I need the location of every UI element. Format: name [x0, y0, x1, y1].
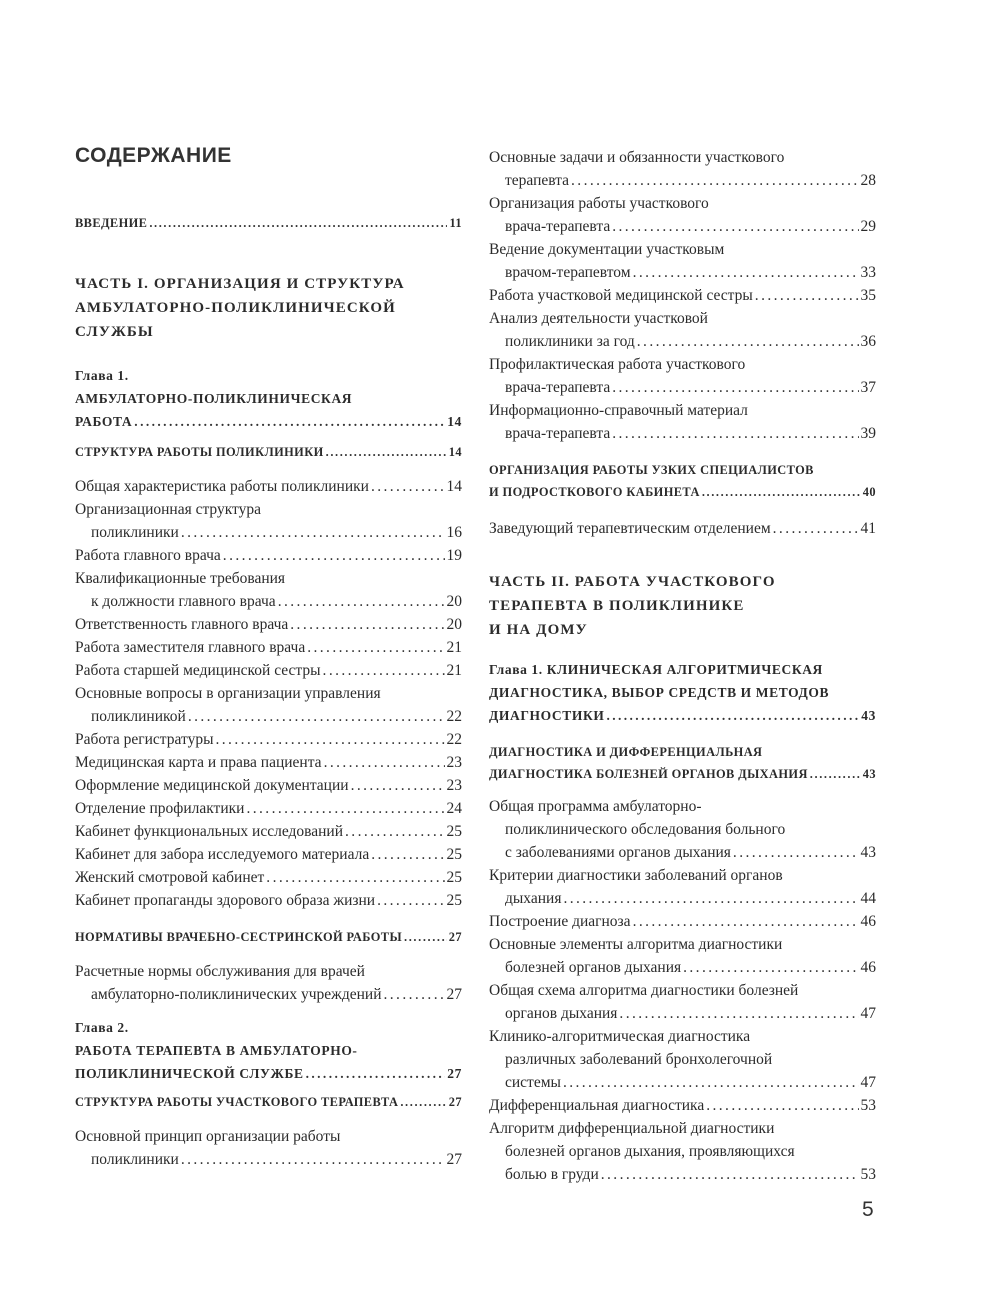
toc-column-right — [489, 146, 876, 1186]
dot-leader — [307, 636, 444, 659]
toc-entry — [75, 797, 462, 820]
toc-entry-title: Работа главного врача — [75, 547, 221, 564]
toc-entry-line — [489, 1163, 876, 1186]
toc-entry-title: органов дыхания — [505, 1005, 618, 1022]
dot-leader — [323, 659, 445, 682]
toc-entry — [75, 498, 462, 544]
toc-entry-line — [489, 763, 876, 785]
toc-entry-line — [75, 613, 462, 636]
toc-entry — [75, 212, 462, 234]
toc-entry — [75, 960, 462, 1006]
toc-entry-page: 46 — [860, 959, 876, 976]
dot-leader — [633, 910, 859, 933]
toc-entry-title: поликлиникой — [91, 708, 186, 725]
toc-entry-title: НОРМАТИВЫ ВРАЧЕБНО-СЕСТРИНСКОЙ РАБОТЫ — [75, 930, 403, 944]
toc-entry-line — [489, 517, 876, 540]
toc-entry-title: Кабинет пропаганды здорового образа жизни — [75, 892, 376, 909]
toc-entry-title: Квалификационные требования — [75, 570, 286, 587]
dot-leader — [563, 1071, 859, 1094]
dot-leader — [404, 926, 447, 948]
toc-entry-page: 20 — [446, 616, 462, 633]
toc-entry — [489, 307, 876, 353]
toc-entry-line — [489, 481, 876, 503]
toc-entry-title: Основные задачи и обязанности участкового — [489, 149, 785, 166]
page-title: СОДЕРЖАНИЕ — [75, 144, 232, 167]
dot-leader — [216, 728, 445, 751]
toc-entry-line — [75, 212, 462, 234]
dot-leader — [377, 889, 444, 912]
toc-entry-page: 44 — [860, 890, 876, 907]
toc-entry-title: дыхания — [505, 890, 562, 907]
toc-entry-title: ПОЛИКЛИНИЧЕСКОЙ СЛУЖБЕ — [75, 1066, 304, 1081]
dot-leader — [384, 983, 445, 1006]
dot-leader — [326, 441, 447, 463]
toc-entry-title: врача-терапевта — [505, 425, 611, 442]
toc-entry — [489, 741, 876, 785]
toc-entry-line — [75, 983, 462, 1006]
toc-entry-line — [489, 887, 876, 910]
dot-leader — [755, 284, 859, 307]
toc-entry-page: 25 — [446, 846, 462, 863]
dot-leader — [278, 590, 445, 613]
toc-entry — [489, 399, 876, 445]
toc-entry-title: Расчетные нормы обслуживания для врачей — [75, 963, 365, 980]
toc-entry-page: 25 — [446, 823, 462, 840]
toc-entry — [489, 1117, 876, 1186]
toc-entry-line — [75, 590, 462, 613]
toc-entry — [489, 192, 876, 238]
toc-entry-title: ВВЕДЕНИЕ — [75, 216, 148, 230]
toc-entry-title: ДИАГНОСТИКА И ДИФФЕРЕНЦИАЛЬНАЯ — [489, 745, 763, 759]
toc-entry — [489, 353, 876, 399]
dot-leader — [571, 169, 858, 192]
toc-entry-page: 35 — [860, 287, 876, 304]
toc-entry — [75, 1125, 462, 1171]
dot-leader — [371, 475, 445, 498]
toc-entry-page: 43 — [862, 767, 876, 781]
toc-entry-line — [75, 636, 462, 659]
toc-entry-title: Заведующий терапевтическим отделением — [489, 520, 771, 537]
dot-leader — [563, 887, 858, 910]
toc-entry-title: Работа заместителя главного врача — [75, 639, 306, 656]
dot-leader — [223, 544, 445, 567]
toc-entry-page: 29 — [860, 218, 876, 235]
toc-entry — [75, 659, 462, 682]
dot-leader — [324, 751, 445, 774]
toc-entry-page: 23 — [446, 754, 462, 771]
toc-entry-title: болезней органов дыхания — [505, 959, 682, 976]
toc-entry — [75, 364, 462, 433]
toc-entry-page: 23 — [446, 777, 462, 794]
toc-entry-title: терапевта — [505, 172, 570, 189]
toc-entry-page: 53 — [860, 1097, 876, 1114]
toc-entry-line — [75, 774, 462, 797]
toc-entry-title: Основные элементы алгоритма диагностики — [489, 936, 783, 953]
toc-entry-line — [489, 215, 876, 238]
dot-leader — [290, 613, 444, 636]
toc-entry-line — [75, 544, 462, 567]
toc-entry-page: 20 — [446, 593, 462, 610]
toc-entry-title: ДИАГНОСТИКА, ВЫБОР СРЕДСТВ И МЕТОДОВ — [489, 685, 830, 700]
toc-entry — [75, 774, 462, 797]
dot-leader — [246, 797, 444, 820]
toc-entry-page: 36 — [860, 333, 876, 350]
dot-leader — [181, 1148, 445, 1171]
toc-entry-line — [489, 1094, 876, 1117]
toc-entry-title: врачом-терапевтом — [505, 264, 631, 281]
toc-entry-page: 21 — [446, 662, 462, 679]
toc-entry — [75, 866, 462, 889]
toc-entry-title: с заболеваниями органов дыхания — [505, 844, 731, 861]
dot-leader — [400, 1091, 446, 1113]
toc-entry-title: Медицинская карта и права пациента — [75, 754, 322, 771]
toc-entry — [489, 284, 876, 307]
toc-entry — [489, 864, 876, 910]
toc-entry-line — [489, 261, 876, 284]
toc-entry-page: 28 — [860, 172, 876, 189]
toc-entry-page: 22 — [446, 708, 462, 725]
toc-entry-title: СТРУКТУРА РАБОТЫ УЧАСТКОВОГО ТЕРАПЕВТА — [75, 1095, 399, 1109]
toc-entry — [75, 820, 462, 843]
toc-entry-title: ОРГАНИЗАЦИЯ РАБОТЫ УЗКИХ СПЕЦИАЛИСТОВ — [489, 463, 814, 477]
toc-entry-page: 46 — [860, 913, 876, 930]
toc-entry-title: Основной принцип организации работы — [75, 1128, 341, 1145]
toc-entry — [75, 636, 462, 659]
toc-entry-line — [489, 169, 876, 192]
toc-entry-line — [75, 751, 462, 774]
toc-entry-page: 16 — [446, 524, 462, 541]
toc-entry — [75, 475, 462, 498]
toc-entry-page: 39 — [860, 425, 876, 442]
toc-entry-line — [75, 866, 462, 889]
toc-entry-page: 41 — [860, 520, 876, 537]
toc-entry-page: 27 — [447, 1066, 462, 1081]
toc-entry-line — [489, 422, 876, 445]
toc-entry — [489, 795, 876, 864]
dot-leader — [612, 376, 858, 399]
toc-entry-title: ДИАГНОСТИКА БОЛЕЗНЕЙ ОРГАНОВ ДЫХАНИЯ — [489, 767, 808, 781]
toc-entry-title: Профилактическая работа участкового — [489, 356, 746, 373]
toc-entry-page: 27 — [448, 1095, 462, 1109]
toc-entry-page: 25 — [446, 869, 462, 886]
toc-entry-line — [489, 284, 876, 307]
toc-entry-title: Критерии диагностики заболеваний органов — [489, 867, 783, 884]
toc-entry-title: СЛУЖБЫ — [75, 324, 154, 340]
toc-entry-title: РАБОТА — [75, 414, 133, 429]
toc-entry-title: Анализ деятельности участковой — [489, 310, 708, 327]
toc-entry-title: Организация работы участкового — [489, 195, 709, 212]
toc-entry — [75, 889, 462, 912]
toc-entry — [489, 146, 876, 192]
toc-entry-title: Ведение документации участковым — [489, 241, 725, 258]
toc-entry-line — [75, 521, 462, 544]
toc-entry — [75, 544, 462, 567]
toc-entry — [75, 567, 462, 613]
toc-entry-page: 43 — [860, 844, 876, 861]
toc-entry-line — [489, 956, 876, 979]
toc-entry-line — [75, 659, 462, 682]
toc-entry-page: 19 — [446, 547, 462, 564]
toc-entry-title: СТРУКТУРА РАБОТЫ ПОЛИКЛИНИКИ — [75, 445, 324, 459]
toc-entry — [75, 1091, 462, 1113]
toc-entry-title: ТЕРАПЕВТА В ПОЛИКЛИНИКЕ — [489, 598, 745, 614]
toc-entry-title: поликлиники — [91, 524, 179, 541]
dot-leader — [637, 330, 859, 353]
toc-entry-title: Клинико-алгоритмическая диагностика — [489, 1028, 751, 1045]
toc-entry-line — [75, 926, 462, 948]
toc-entry-title: Женский смотровой кабинет — [75, 869, 265, 886]
toc-entry-page: 21 — [446, 639, 462, 656]
toc-entry — [75, 1016, 462, 1085]
toc-entry — [489, 933, 876, 979]
dot-leader — [181, 521, 445, 544]
toc-entry — [489, 570, 876, 642]
toc-entry-title: ЧАСТЬ I. ОРГАНИЗАЦИЯ И СТРУКТУРА — [75, 276, 405, 292]
toc-entry-line — [489, 376, 876, 399]
toc-entry-line — [75, 475, 462, 498]
dot-leader — [134, 410, 445, 433]
toc-entry-line — [75, 1062, 462, 1085]
toc-entry-title: болезней органов дыхания, проявляющихся — [505, 1143, 795, 1160]
toc-entry-line — [75, 728, 462, 751]
toc-entry-title: Общая характеристика работы поликлиники — [75, 478, 369, 495]
toc-entry-title: системы — [505, 1074, 561, 1091]
toc-entry-page: 14 — [448, 445, 462, 459]
toc-entry-line — [489, 330, 876, 353]
toc-entry-title: болью в груди — [505, 1166, 599, 1183]
toc-entry-page: 33 — [860, 264, 876, 281]
toc-entry-title: Оформление медицинской документации — [75, 777, 349, 794]
toc-entry-title: ЧАСТЬ II. РАБОТА УЧАСТКОВОГО — [489, 574, 776, 590]
toc-entry-page: 40 — [862, 485, 876, 499]
toc-entry-title: Глава 1. КЛИНИЧЕСКАЯ АЛГОРИТМИЧЕСКАЯ — [489, 662, 823, 677]
toc-entry-title: поликлиники за год — [505, 333, 635, 350]
toc-entry-title: поликлинического обследования больного — [505, 821, 786, 838]
toc-entry — [489, 459, 876, 503]
toc-entry — [489, 979, 876, 1025]
toc-entry-page: 27 — [448, 930, 462, 944]
toc-entry-title: различных заболеваний бронхолегочной — [505, 1051, 773, 1068]
toc-entry-title: РАБОТА ТЕРАПЕВТА В АМБУЛАТОРНО- — [75, 1043, 358, 1058]
toc-entry — [489, 910, 876, 933]
toc-entry-line — [75, 705, 462, 728]
toc-entry — [489, 658, 876, 727]
toc-entry-page: 22 — [446, 731, 462, 748]
toc-entry-title: Глава 1. — [75, 368, 129, 383]
toc-entry-line — [75, 797, 462, 820]
dot-leader — [706, 1094, 858, 1117]
toc-entry-title: Дифференциальная диагностика — [489, 1097, 705, 1114]
toc-entry — [489, 1025, 876, 1094]
toc-entry-title: АМБУЛАТОРНО-ПОЛИКЛИНИЧЕСКАЯ — [75, 391, 353, 406]
toc-entry — [75, 728, 462, 751]
toc-entry-line — [75, 820, 462, 843]
toc-entry-title: Работа регистратуры — [75, 731, 214, 748]
toc-entry-title: Построение диагноза — [489, 913, 631, 930]
dot-leader — [188, 705, 445, 728]
toc-entry — [75, 272, 462, 344]
toc-entry-page: 11 — [449, 216, 462, 230]
toc-entry-line — [75, 1148, 462, 1171]
dot-leader — [733, 841, 859, 864]
dot-leader — [371, 843, 444, 866]
toc-entry-title: врача-терапевта — [505, 218, 611, 235]
toc-entry-line — [489, 910, 876, 933]
dot-leader — [619, 1002, 858, 1025]
toc-entry — [75, 843, 462, 866]
toc-entry-page: 47 — [860, 1074, 876, 1091]
toc-entry-title: Работа участковой медицинской сестры — [489, 287, 753, 304]
dot-leader — [773, 517, 859, 540]
toc-entry — [75, 613, 462, 636]
toc-entry — [489, 1094, 876, 1117]
toc-entry-page: 14 — [447, 414, 462, 429]
toc-entry-line — [489, 704, 876, 727]
toc-entry-title: Кабинет для забора исследуемого материала — [75, 846, 370, 863]
toc-entry-page: 47 — [860, 1005, 876, 1022]
toc-entry-title: Кабинет функциональных исследований — [75, 823, 344, 840]
toc-entry — [75, 682, 462, 728]
toc-entry — [75, 926, 462, 948]
toc-entry-title: И ПОДРОСТКОВОГО КАБИНЕТА — [489, 485, 700, 499]
toc-column-left — [75, 212, 462, 1171]
toc-entry-title: Глава 2. — [75, 1020, 129, 1035]
toc-entry-line — [75, 410, 462, 433]
page-number: 5 — [862, 1198, 874, 1221]
toc-entry — [489, 517, 876, 540]
toc-entry-title: И НА ДОМУ — [489, 622, 588, 638]
toc-entry-page: 27 — [446, 1151, 462, 1168]
toc-entry-line — [489, 1002, 876, 1025]
dot-leader — [266, 866, 444, 889]
toc-entry-line — [75, 889, 462, 912]
dot-leader — [351, 774, 445, 797]
toc-entry-title: АМБУЛАТОРНО-ПОЛИКЛИНИЧЕСКОЙ — [75, 300, 396, 316]
dot-leader — [633, 261, 859, 284]
toc-entry-title: к должности главного врача — [91, 593, 276, 610]
toc-entry — [75, 441, 462, 463]
toc-entry-title: Организационная структура — [75, 501, 261, 518]
toc-entry-title: Работа старшей медицинской сестры — [75, 662, 321, 679]
dot-leader — [702, 481, 861, 503]
dot-leader — [612, 422, 858, 445]
toc-entry-title: Основные вопросы в организации управления — [75, 685, 381, 702]
toc-entry-page: 37 — [860, 379, 876, 396]
toc-entry-page: 53 — [860, 1166, 876, 1183]
toc-entry-page: 24 — [446, 800, 462, 817]
toc-entry-line — [75, 1091, 462, 1113]
toc-entry-line — [489, 1071, 876, 1094]
dot-leader — [306, 1062, 446, 1085]
toc-entry-line — [75, 441, 462, 463]
dot-leader — [810, 763, 861, 785]
dot-leader — [606, 704, 859, 727]
toc-entry-line — [75, 843, 462, 866]
toc-entry-title: поликлиники — [91, 1151, 179, 1168]
toc-entry-title: Общая схема алгоритма диагностики болезней — [489, 982, 799, 999]
dot-leader — [149, 212, 447, 234]
dot-leader — [612, 215, 858, 238]
toc-entry-page: 14 — [446, 478, 462, 495]
toc-entry — [75, 751, 462, 774]
toc-entry-title: Ответственность главного врача — [75, 616, 289, 633]
toc-entry-title: Отделение профилактики — [75, 800, 245, 817]
toc-entry-title: Алгоритм дифференциальной диагностики — [489, 1120, 775, 1137]
toc-entry-title: Общая программа амбулаторно- — [489, 798, 702, 815]
toc-entry-page: 43 — [861, 708, 876, 723]
toc-entry — [489, 238, 876, 284]
toc-entry-title: ДИАГНОСТИКИ — [489, 708, 605, 723]
toc-entry-title: амбулаторно-поликлинических учреждений — [91, 986, 382, 1003]
toc-entry-title: Информационно-справочный материал — [489, 402, 748, 419]
dot-leader — [601, 1163, 859, 1186]
dot-leader — [345, 820, 444, 843]
toc-entry-page: 27 — [446, 986, 462, 1003]
toc-entry-line — [489, 841, 876, 864]
toc-entry-page: 25 — [446, 892, 462, 909]
dot-leader — [683, 956, 858, 979]
toc-entry-title: врача-терапевта — [505, 379, 611, 396]
